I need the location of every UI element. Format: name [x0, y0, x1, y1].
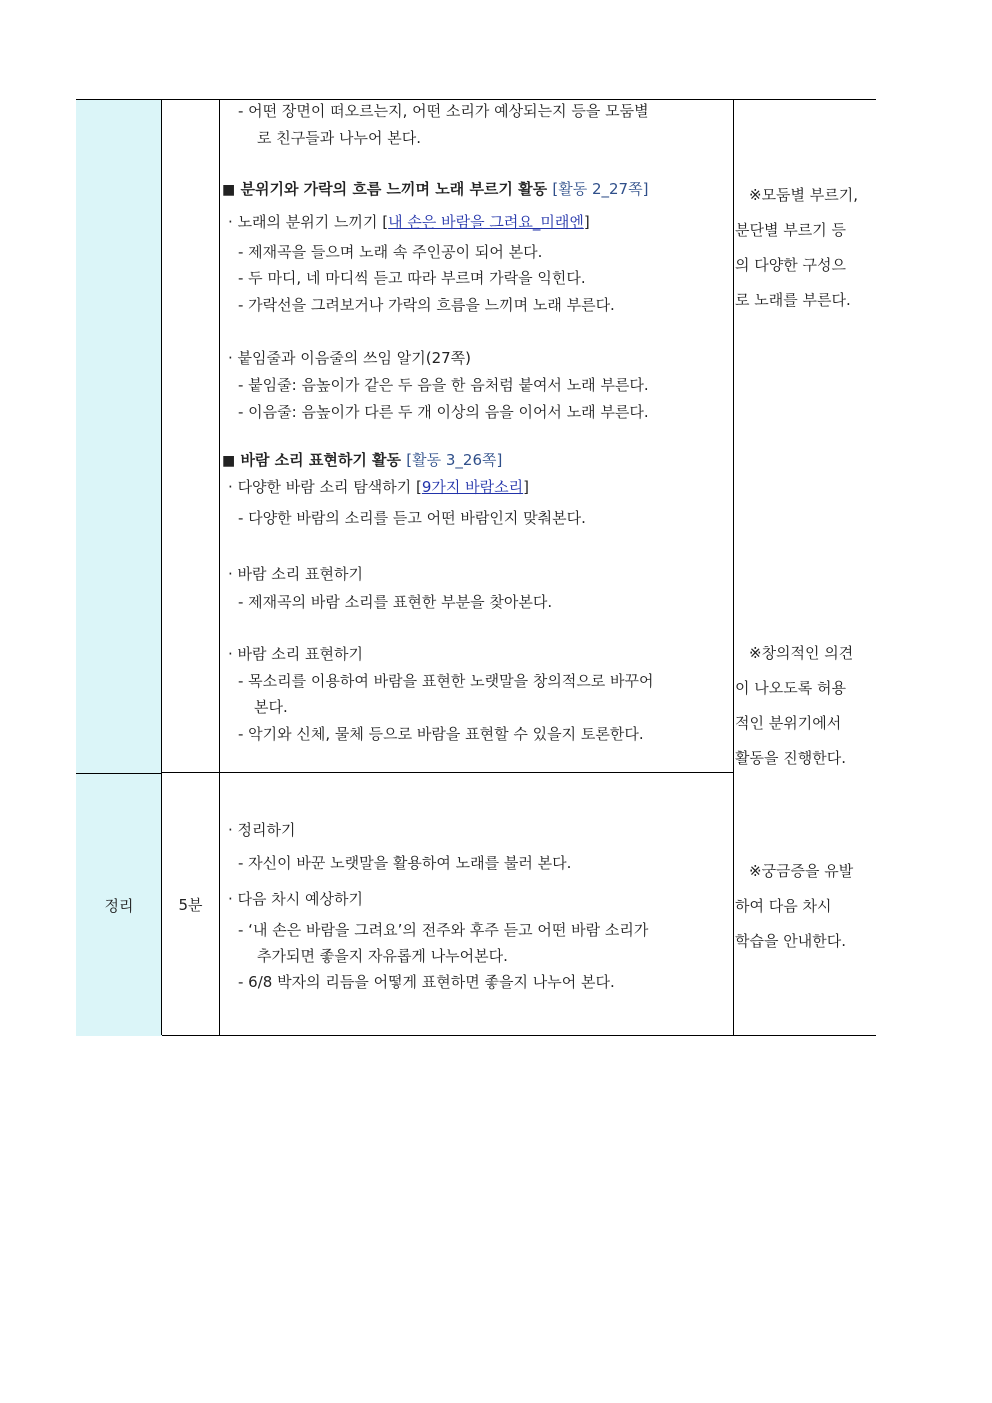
- bullet-item: [228, 212, 590, 232]
- note-block: [735, 636, 876, 776]
- stage-cell-wrapup: [76, 773, 162, 1036]
- section-title: 바람 소리 표현하기 활동: [240, 451, 402, 469]
- note-line: 분단별 부르기 등: [735, 221, 846, 239]
- dash-line: - 다양한 바람의 소리를 듣고 어떤 바람인지 맞춰본다.: [238, 509, 586, 527]
- row-divider: [162, 772, 733, 773]
- dash-line: - 목소리를 이용하여 바람을 표현한 노랫말을 창의적으로 바꾸어: [238, 672, 654, 690]
- bullet-item: [228, 477, 529, 497]
- activity-ref: [활동 2_27쪽]: [552, 180, 649, 198]
- bullet-item: · 바람 소리 표현하기: [228, 645, 363, 663]
- dash-line: - 제재곡의 바람 소리를 표현한 부분을 찾아본다.: [238, 593, 553, 611]
- bullet-text: 노래의 분위기 느끼기 [: [237, 213, 389, 231]
- time-label: 5분: [178, 896, 203, 914]
- section-heading: [222, 179, 648, 200]
- note-line: 활동을 진행한다.: [735, 749, 846, 767]
- dash-line: - 악기와 신체, 물체 등으로 바람을 표현할 수 있을지 토론한다.: [238, 725, 644, 743]
- time-cell: [162, 773, 219, 1036]
- note-line: ※창의적인 의견: [749, 644, 854, 662]
- section-heading: [222, 450, 502, 471]
- note-line: 의 다양한 구성으: [735, 256, 846, 274]
- note-line: 적인 분위기에서: [735, 714, 842, 732]
- bullet-item: · 정리하기: [228, 821, 296, 839]
- note-block: [735, 854, 876, 959]
- note-line: 학습을 안내한다.: [735, 932, 846, 950]
- stage-cell-development: [76, 100, 162, 773]
- col-divider: [733, 100, 734, 1035]
- section-title: 분위기와 가락의 흐름 느끼며 노래 부르기 활동: [240, 180, 548, 198]
- note-block: [735, 178, 876, 318]
- bullet-dot: ·: [228, 213, 233, 231]
- stage-label: 정리: [104, 896, 134, 915]
- content-line: - 어떤 장면이 떠오르는지, 어떤 소리가 예상되는지 등을 모둠별: [238, 102, 649, 120]
- activity-ref: [활동 3_26쪽]: [406, 451, 503, 469]
- col-divider: [219, 100, 220, 1035]
- bracket-close: ]: [583, 213, 590, 231]
- bullet-text: 다양한 바람 소리 탐색하기 [: [237, 478, 422, 496]
- lesson-table: [76, 99, 876, 1036]
- dash-line: - 두 마디, 네 마디씩 듣고 따라 부르며 가락을 익힌다.: [238, 269, 586, 287]
- bracket-close: ]: [523, 478, 530, 496]
- bullet-dot: ·: [228, 478, 233, 496]
- note-line: 로 노래를 부른다.: [735, 291, 851, 309]
- bullet-item: · 다음 차시 예상하기: [228, 890, 363, 908]
- note-line: ※모둠별 부르기,: [749, 186, 859, 204]
- square-bullet-icon: ■: [222, 453, 236, 469]
- note-line: 하여 다음 차시: [735, 897, 832, 915]
- dash-line: - 6/8 박자의 리듬을 어떻게 표현하면 좋을지 나누어 본다.: [238, 973, 615, 991]
- dash-line: - 이음줄: 음높이가 다른 두 개 이상의 음을 이어서 노래 부른다.: [238, 403, 649, 421]
- dash-line: - 가락선을 그려보거나 가락의 흐름을 느끼며 노래 부른다.: [238, 296, 615, 314]
- note-line: ※궁금증을 유발: [749, 862, 854, 880]
- dash-line: - 자신이 바꾼 노랫말을 활용하여 노래를 불러 본다.: [238, 854, 572, 872]
- bullet-item: · 바람 소리 표현하기: [228, 565, 363, 583]
- song-link[interactable]: 내 손은 바람을 그려요_미래엔: [388, 213, 584, 231]
- dash-line: - 제재곡을 들으며 노래 속 주인공이 되어 본다.: [238, 243, 543, 261]
- square-bullet-icon: ■: [222, 182, 236, 198]
- dash-line: - 붙임줄: 음높이가 같은 두 음을 한 음처럼 붙여서 노래 부른다.: [238, 376, 649, 394]
- wind-sound-link[interactable]: 9가지 바람소리: [421, 478, 524, 496]
- content-line: 로 친구들과 나누어 본다.: [257, 129, 421, 147]
- dash-line: 추가되면 좋을지 자유롭게 나누어본다.: [257, 947, 508, 965]
- note-line: 이 나오도록 허용: [735, 679, 846, 697]
- dash-line: 본다.: [254, 698, 288, 716]
- dash-line: - ‘내 손은 바람을 그려요’의 전주와 후주 듣고 어떤 바람 소리가: [238, 921, 649, 939]
- bullet-item: · 붙임줄과 이음줄의 쓰임 알기(27쪽): [228, 349, 472, 367]
- col-divider: [161, 100, 162, 1035]
